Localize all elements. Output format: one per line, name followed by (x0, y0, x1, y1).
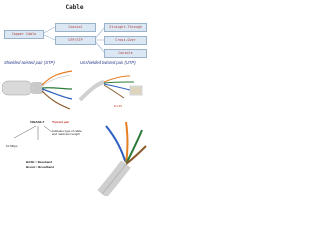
rj45-caption: RJ-45 (114, 104, 123, 108)
twisted-pair-label: Twisted pair (52, 120, 70, 124)
cross-over-node: Cross-Over (104, 36, 147, 45)
console-node: Console (104, 49, 147, 58)
base-t-label: 10BASE-T (30, 120, 45, 124)
type-note: indicates type of cable and maximum length (52, 129, 82, 137)
copper-cable-node: Copper Cable (4, 30, 44, 39)
cable-end-photo (82, 116, 148, 196)
speed-note: 10 Mbps (6, 144, 18, 148)
utp-caption: Unshielded twisted pair (UTP) (80, 60, 136, 65)
utp-cable-photo (78, 66, 148, 104)
baseband-note: BASE = Baseband (26, 160, 53, 164)
broadband-note: Broad = Broadband (26, 165, 54, 169)
page-title: Cable (65, 4, 84, 11)
stp-cable-photo (2, 67, 74, 111)
straight-through-node: Straight-Through (104, 23, 147, 32)
stp-caption: Shielded twisted pair (STP) (4, 60, 55, 65)
coaxial-node: Coaxial (55, 23, 96, 32)
utp-stp-node: UTP/STP (55, 36, 96, 45)
